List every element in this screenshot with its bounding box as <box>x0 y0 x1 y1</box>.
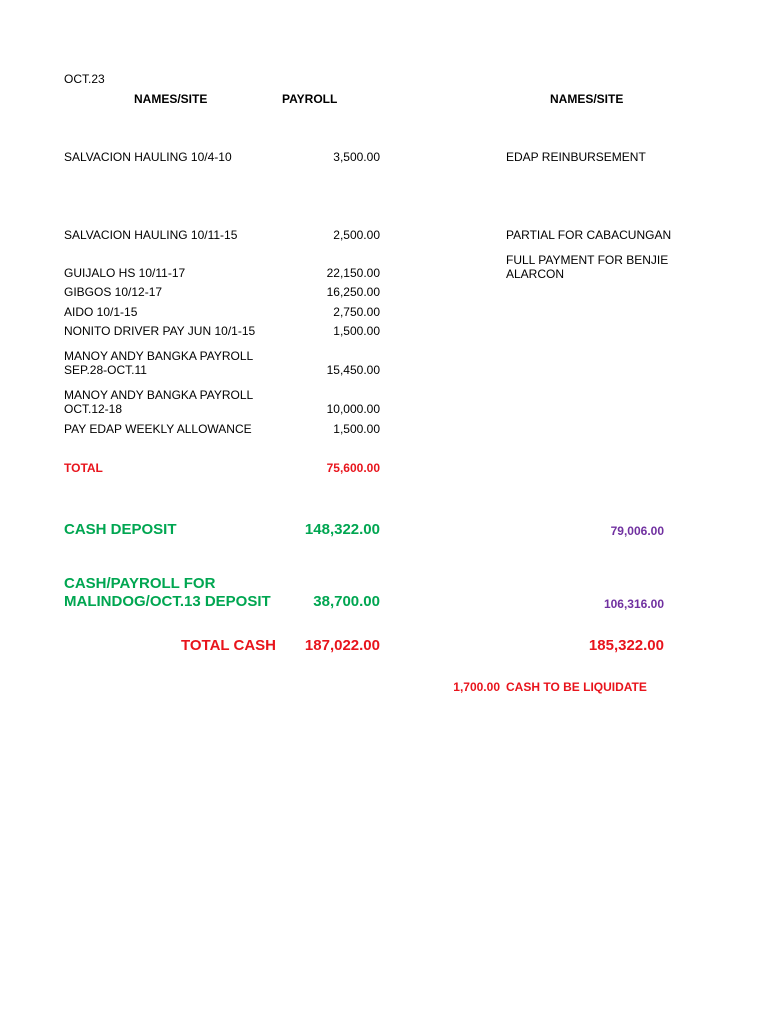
sheet-date: OCT.23 <box>64 72 105 86</box>
right-item-label-line2: ALARCON <box>506 267 565 281</box>
row-name: SALVACION HAULING 10/11-15 <box>64 228 238 242</box>
total-cash-amount: 187,022.00 <box>304 637 380 654</box>
column-header-names: NAMES/SITE <box>134 92 208 106</box>
row-name: PAY EDAP WEEKLY ALLOWANCE <box>64 422 252 436</box>
cash-deposit-amount: 148,322.00 <box>304 521 380 538</box>
cash-deposit-right-amount: 79,006.00 <box>610 524 664 538</box>
row-amount: 2,750.00 <box>333 305 380 319</box>
row-amount: 10,000.00 <box>326 402 380 416</box>
cash-payroll-amount: 38,700.00 <box>313 593 380 610</box>
total-amount: 75,600.00 <box>326 461 380 475</box>
column-header-names-right: NAMES/SITE <box>550 92 624 106</box>
row-name-line2: OCT.12-18 <box>64 402 123 416</box>
row-name-line1: MANOY ANDY BANGKA PAYROLL <box>64 349 254 363</box>
cash-deposit-label: CASH DEPOSIT <box>64 521 177 538</box>
row-name: GUIJALO HS 10/11-17 <box>64 266 186 280</box>
row-amount: 15,450.00 <box>326 363 380 377</box>
right-item-label-line1: FULL PAYMENT FOR BENJIE <box>506 253 669 267</box>
row-amount: 16,250.00 <box>326 285 380 299</box>
cash-payroll-right-amount: 106,316.00 <box>603 597 664 611</box>
liquidate-amount: 1,700.00 <box>453 680 500 694</box>
row-name: GIBGOS 10/12-17 <box>64 285 163 299</box>
row-name: NONITO DRIVER PAY JUN 10/1-15 <box>64 324 256 338</box>
cash-payroll-label-line1: CASH/PAYROLL FOR <box>64 575 216 592</box>
right-item-label: EDAP REINBURSEMENT <box>506 150 646 164</box>
row-amount: 2,500.00 <box>333 228 380 242</box>
row-amount: 1,500.00 <box>333 422 380 436</box>
cash-payroll-label-line2: MALINDOG/OCT.13 DEPOSIT <box>64 593 271 610</box>
total-cash-label: TOTAL CASH <box>180 637 276 654</box>
column-header-payroll: PAYROLL <box>282 92 338 106</box>
row-name-line2: SEP.28-OCT.11 <box>64 363 147 377</box>
total-label: TOTAL <box>64 461 103 475</box>
row-name-line1: MANOY ANDY BANGKA PAYROLL <box>64 388 254 402</box>
row-amount: 1,500.00 <box>333 324 380 338</box>
row-name: AIDO 10/1-15 <box>64 305 138 319</box>
row-name: SALVACION HAULING 10/4-10 <box>64 150 232 164</box>
right-item-label: PARTIAL FOR CABACUNGAN <box>506 228 672 242</box>
row-amount: 22,150.00 <box>326 266 380 280</box>
liquidate-label: CASH TO BE LIQUIDATE <box>506 680 647 694</box>
row-amount: 3,500.00 <box>333 150 380 164</box>
total-cash-right-amount: 185,322.00 <box>588 637 664 654</box>
